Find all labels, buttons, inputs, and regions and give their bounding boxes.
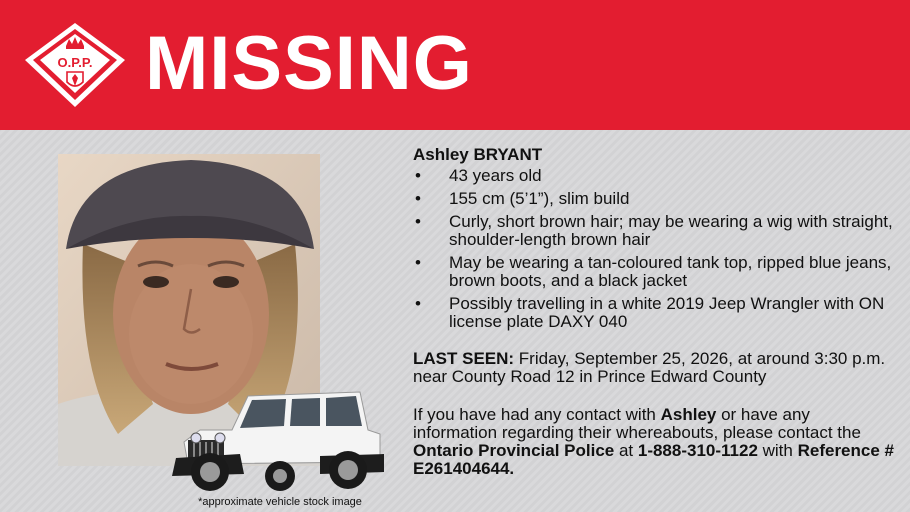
opp-logo-icon (22, 20, 128, 110)
list-item: • Possibly travelling in a white 2019 Jeep Wrangler with ON license plate DAXY 040 (415, 294, 885, 331)
reference-number: Reference # E261404644. (413, 441, 894, 478)
agency-name: Ontario Provincial Police (413, 441, 615, 460)
jeep-wrangler-image (170, 382, 388, 494)
info-panel (413, 146, 898, 478)
bullet: • (415, 253, 421, 272)
contact-text: If you have had any contact with Ashley or have any information regarding their whereabouts, please contact the Ontario Provincial Police at 1-888-310-1122 with Reference # E261404644. (413, 405, 894, 478)
contact-person-name: Ashley (660, 405, 717, 424)
page-title: MISSING (145, 21, 473, 106)
bullet: • (415, 294, 421, 313)
list-item: • May be wearing a tan-coloured tank top, ripped blue jeans, brown boots, and a black jacket (415, 253, 892, 290)
bullet: • (415, 166, 421, 185)
bullet: • (415, 212, 421, 231)
details-list (413, 167, 898, 331)
list-item: • 155 cm (5’1”), slim build (415, 189, 630, 208)
last-seen-text: LAST SEEN: Friday, September 25, 2026, at around 3:30 p.m. near County Road 12 in Prince Edward County (413, 349, 886, 386)
list-item: • 43 years old (415, 166, 542, 185)
svg-text:O.P.P.: O.P.P. (57, 55, 93, 70)
last-seen-label: LAST SEEN: (413, 349, 515, 368)
header-banner (0, 0, 910, 130)
person-name: Ashley BRYANT (413, 145, 543, 164)
list-item: • Curly, short brown hair; may be wearing a wig with straight, shoulder-length brown hair (415, 212, 893, 249)
vehicle-caption: *approximate vehicle stock image (198, 496, 362, 508)
phone-number: 1-888-310-1122 (637, 441, 758, 460)
bullet: • (415, 189, 421, 208)
